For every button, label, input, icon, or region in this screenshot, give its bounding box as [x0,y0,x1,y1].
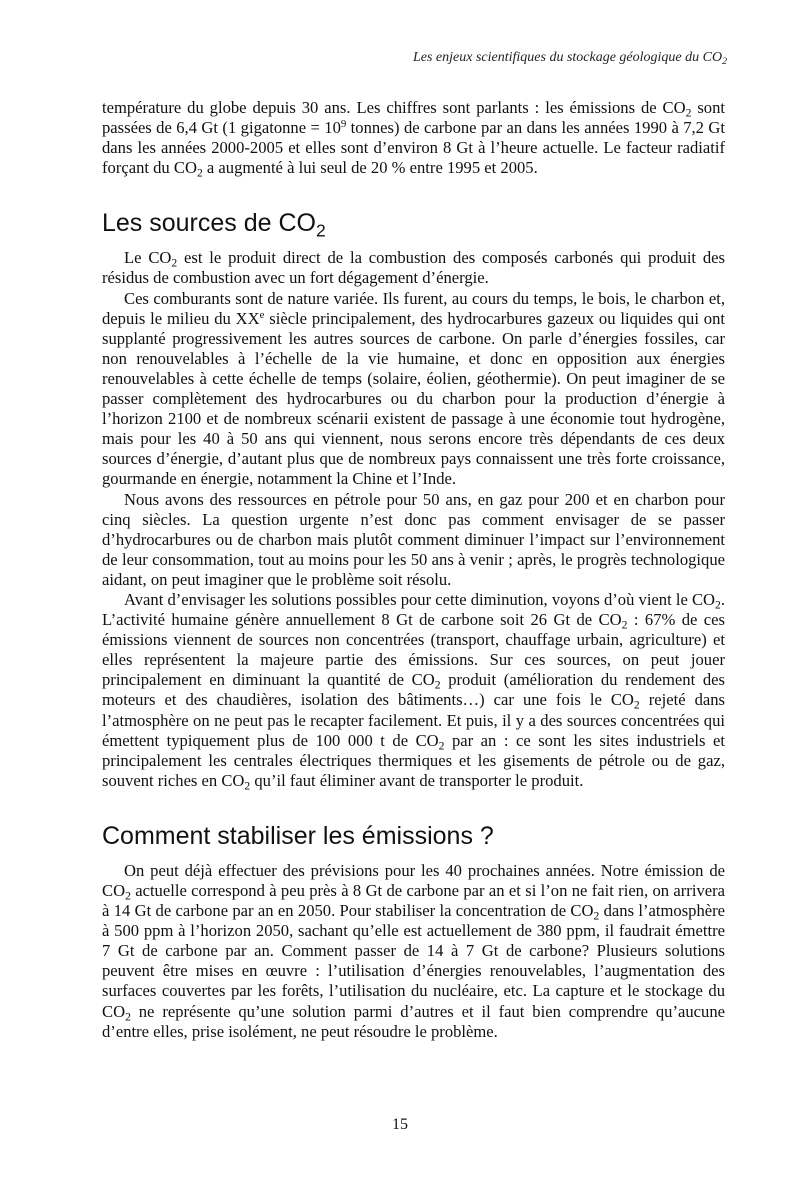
intro-paragraph [102,98,725,178]
paragraph [102,861,725,1042]
subscript: 2 [633,698,640,712]
page-content [102,98,725,1042]
subscript: 2 [621,618,628,632]
text-run: a augmenté à lui seul de 20 % entre 1995 et 2005. [202,158,538,178]
running-header-text: Les enjeux scientifiques du stockage géologique du CO [412,50,723,65]
text-run: : 67% de ces émissions viennent de sources non concentrées (transport, chauffage urbain, agriculture) et elles représentent la majeure partie des émissions. Sur ces sources, on peut jouer principalement en diminuant la quantité de CO [102,610,725,690]
paragraph [102,289,725,490]
heading-text: Les sources de CO [102,209,316,238]
subscript: 2 [593,909,600,923]
text-run: dans l’atmosphère à 500 ppm à l’horizon 2050, sachant qu’elle est actuellement de 380 ppm, il faudrait émettre 7 Gt de carbone par an. Comment passer de 14 à 7 Gt de carbone? Plusieurs solutions peuvent être mises en œuvre : l’utilisation d’énergies renouvelables, l’augmentation des surfaces couvertes par les forêts, l’utilisation du nucléaire, etc. La capture et le stockage du CO [102,901,726,1021]
text-run: Le CO [124,248,172,268]
subscript: 2 [244,779,251,793]
running-header [413,50,727,66]
paragraph [102,248,725,288]
subscript: 2 [125,889,131,903]
subscript: 2 [125,1010,131,1024]
text-run: Avant d’envisager les solutions possibles pour cette diminution, voyons d’où vient le CO [124,589,716,609]
text-run: est le produit direct de la combustion des composés carbonés qui produit des résidus de combustion avec un fort dégagement d’énergie. [102,248,725,288]
text-run: par an : ce sont les sites industriels et principalement les centrales électriques thermiques et les gisements de pétrole ou de gaz, souvent riches en CO [102,730,725,790]
superscript: 9 [340,118,347,131]
text-run: sont passées de 6,4 Gt (1 gigatonne = 10 [102,98,725,138]
text-run: ne représente qu’une solution parmi d’autres et il faut bien comprendre qu’aucune d’entre elles, prise isolément, ne peut résoudre le problème. [102,1001,725,1041]
subscript: 2 [171,256,178,270]
subscript: 2 [438,739,445,753]
text-run: actuelle correspond à peu près à 8 Gt de carbone par an et si l’on ne fait rien, on arrivera à 14 Gt de carbone par an en 2050. Pour stabiliser la concentration de CO [102,881,725,921]
text-run: On peut déjà effectuer des prévisions pour les 40 prochaines années. Notre émission de CO [102,860,725,900]
subscript: 2 [685,106,692,120]
superscript: e [259,308,265,321]
text-run: . L’activité humaine génère annuellement 8 Gt de carbone soit 26 Gt de CO [102,589,725,630]
paragraph: Nous avons des ressources en pétrole pour 50 ans, en gaz pour 200 et en charbon pour cinq siècles. La question urgente n’est donc pas comment envisager de se passer d’hydrocarbures ou de charbon mais plutôt comment diminuer l’impact sur l’environnement de leur consommation, tout au moins pour les 50 ans à venir ; après, le progrès technologique aidant, on peut imaginer que le problème soit résolu. [102,489,725,589]
text-run: tonnes) de carbone par an dans les années 1990 à 7,2 Gt dans les années 2000-2005 et elles sont d’environ 8 Gt à l’heure actuelle. Le facteur radiatif forçant du CO [102,118,725,178]
running-header-subscript: 2 [722,55,727,67]
text-run: rejeté dans l’atmosphère on ne peut pas le recapter facilement. Et puis, il y a des sources concentrées qui émettent typiquement plus de 100 000 t de CO [102,690,725,750]
text-run: produit (amélioration du rendement des moteurs et des chaudières, isolation des bâtiments…) car une fois le CO [102,670,725,710]
subscript: 2 [316,220,326,241]
section-heading-stabiliser: Comment stabiliser les émissions ? [102,821,494,850]
text-run: Ces comburants sont de nature variée. Ils furent, au cours du temps, le bois, le charbon et, depuis le milieu du XX [102,288,725,328]
paragraph [102,590,725,791]
text-run: température du globe depuis 30 ans. Les chiffres sont parlants : les émissions de CO [102,98,686,117]
subscript: 2 [434,678,441,692]
text-run: qu’il faut éliminer avant de transporter le produit. [250,770,584,790]
subscript: 2 [196,166,203,180]
section-heading-sources [102,208,725,241]
page-number: 15 [392,1116,408,1133]
subscript: 2 [715,598,721,612]
text-run: siècle principalement, des hydrocarbures gazeux ou liquides qui ont supplanté progressivement les autres sources de carbone. On parle d’énergies fossiles, car non renouvelables à l’échelle de la vie humaine, et donc en opposition aux énergies renouvelables à cette échelle de temps (solaire, éolien, géothermie). On peut imaginer de se passer complètement des hydrocarbures ou du charbon pour la production d’énergie à l’horizon 2100 et de nombreux scénarii existent de passage à une économie tout hydrogène, mais pour les 40 à 50 ans qui viennent, nous serons encore très dépendants de ces deux sources d’énergie, d’autant plus que de nombreux pays connaissent une très forte croissance, gourmande en énergie, notamment la Chine et l’Inde. [102,308,725,489]
